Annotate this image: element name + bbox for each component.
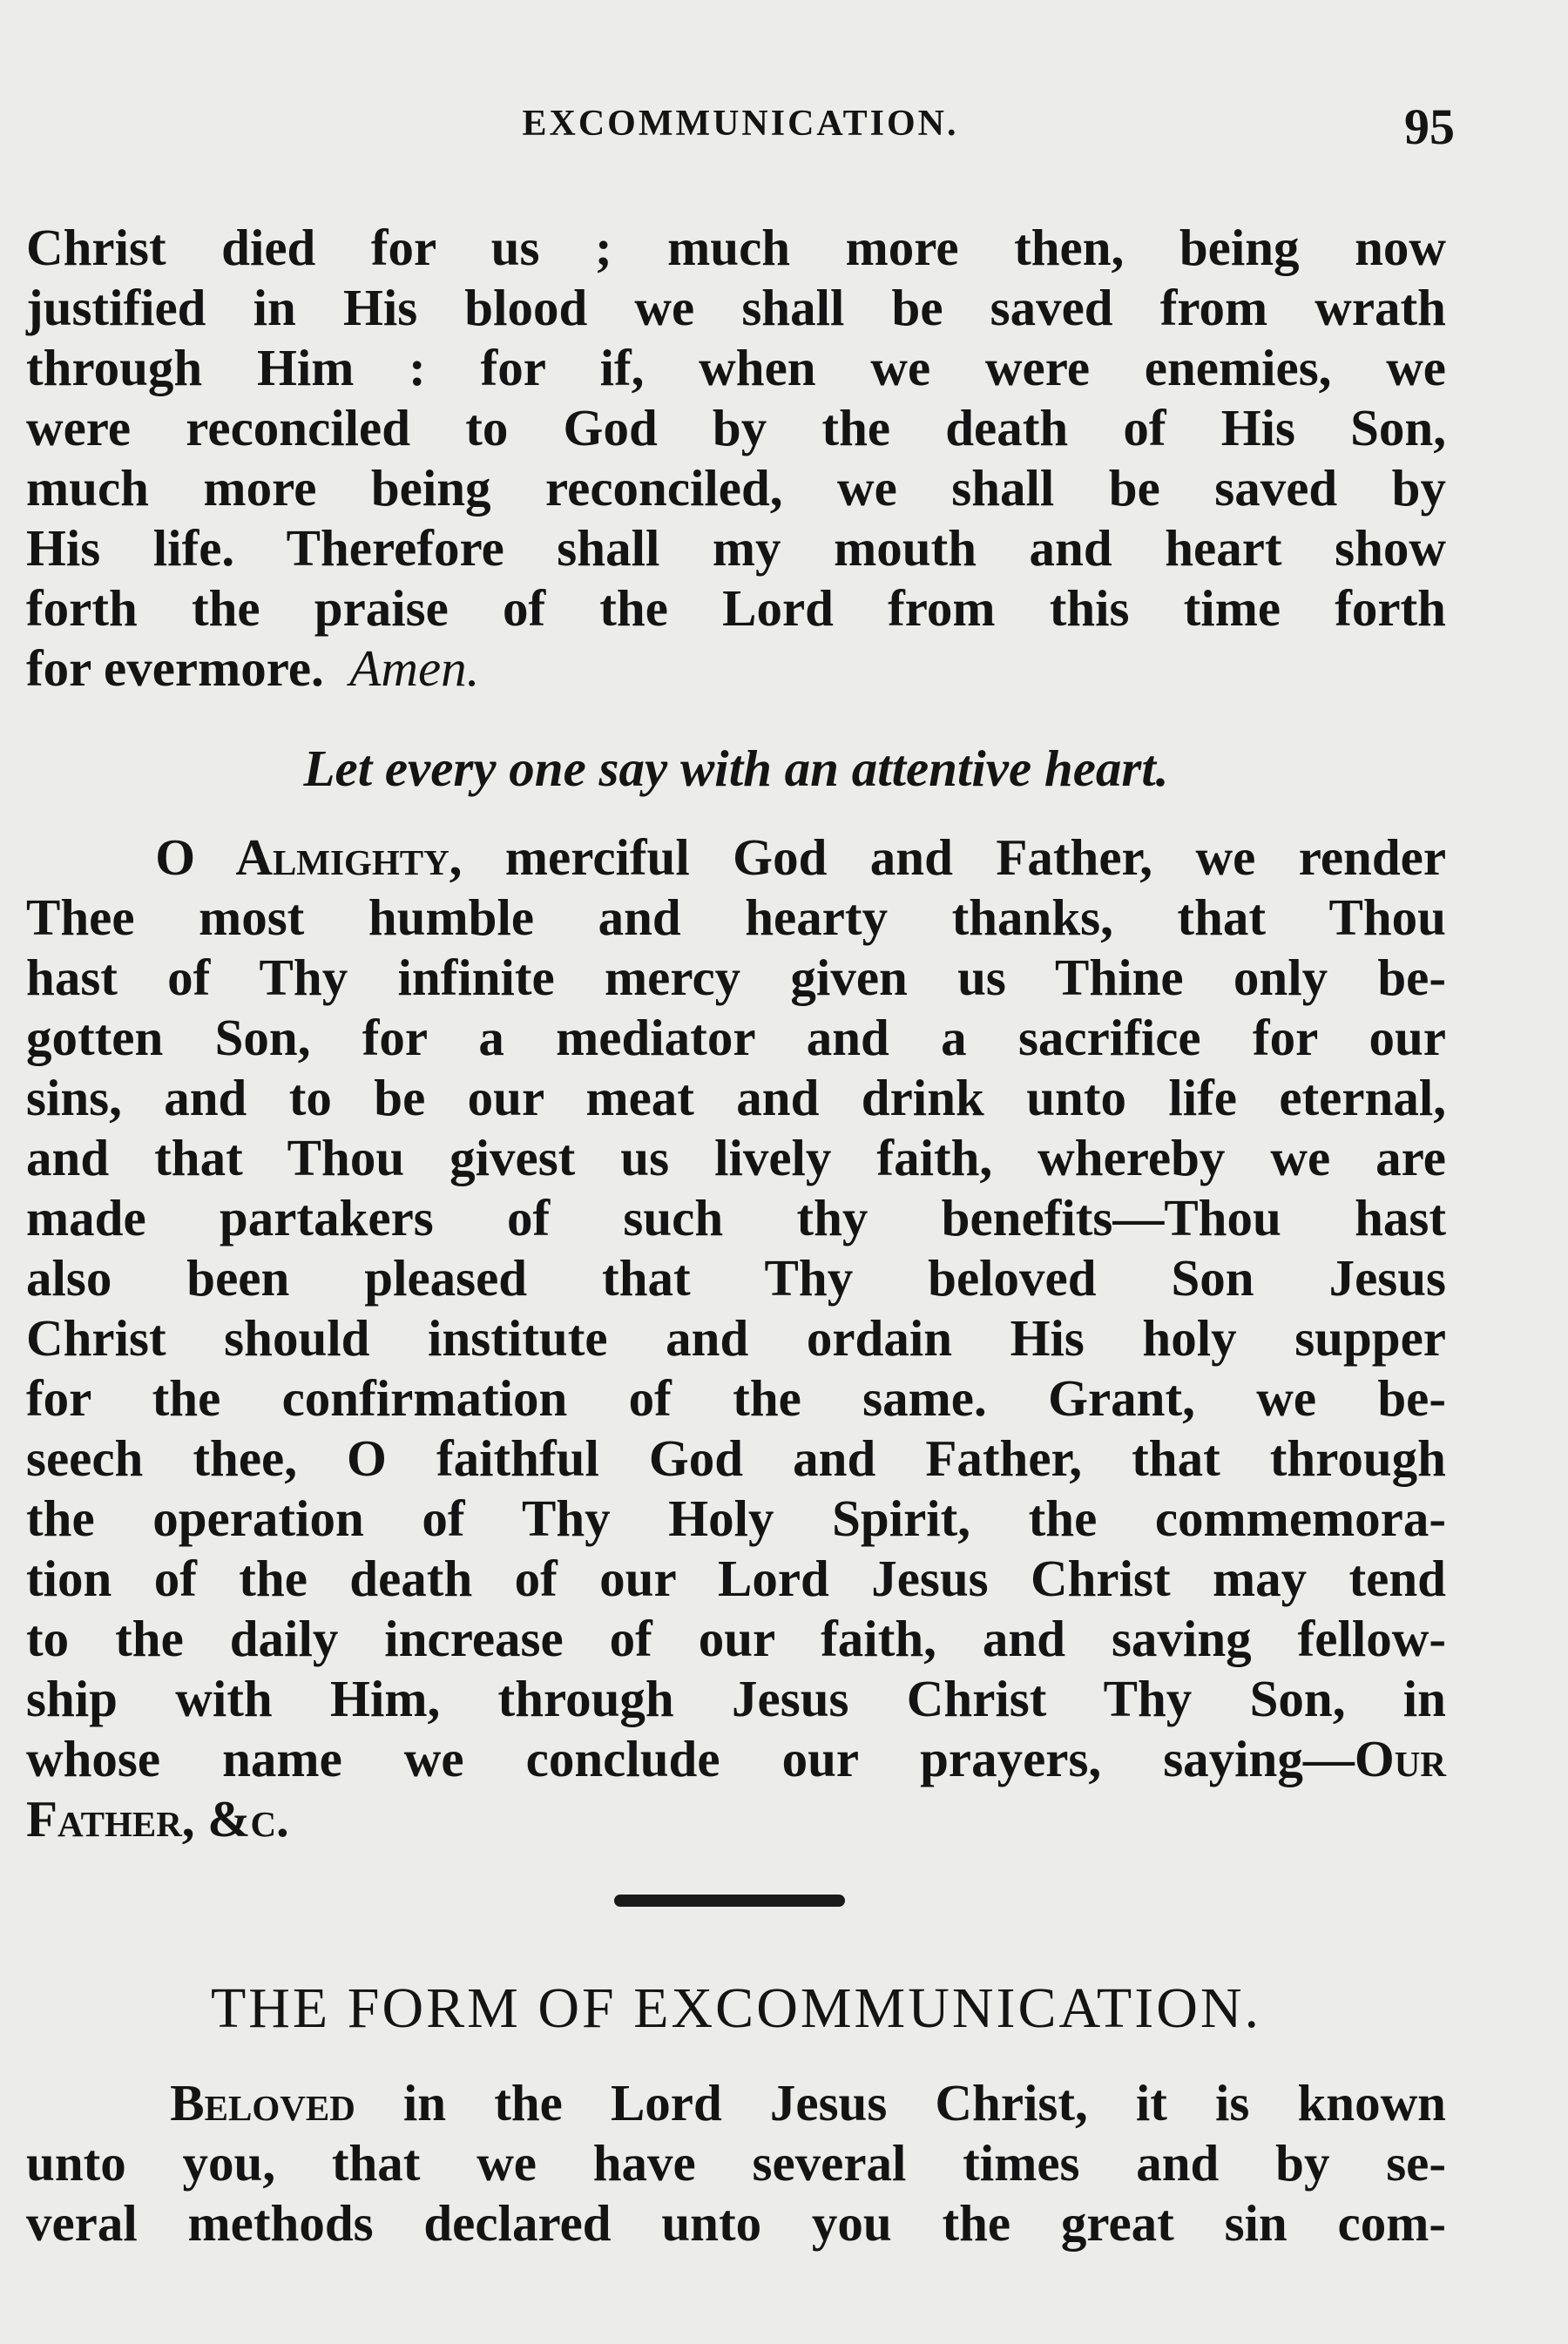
text-line: also been pleased that Thy beloved Son Jesus [26, 1249, 1446, 1307]
text-line [26, 2073, 1446, 2133]
section-divider [614, 1895, 845, 1907]
opening-word: Beloved [170, 2074, 355, 2131]
text-line: Father, &c. [26, 1790, 289, 1848]
text-line [26, 638, 1446, 699]
running-title: EXCOMMUNICATION. [522, 104, 959, 144]
text-line: seech thee, O faithful God and Father, that through [26, 1429, 1446, 1487]
text-line: and that Thou givest us lively faith, whereby we are [26, 1129, 1446, 1186]
page-header [26, 98, 1455, 172]
text-line: sins, and to be our meat and drink unto life eternal, [26, 1069, 1446, 1126]
text-line: made partakers of such thy benefits—Thou hast [26, 1189, 1446, 1246]
text-line: justified in His blood we shall be saved from wrath [26, 279, 1446, 336]
page-number: 95 [1404, 98, 1455, 155]
text-line [26, 827, 1446, 888]
text-line: much more being reconciled, we shall be saved by [26, 459, 1446, 517]
text-line: to the daily increase of our faith, and saving fellow- [26, 1610, 1446, 1667]
text-line: unto you, that we have several times and by se- [26, 2134, 1446, 2192]
text-span: in the Lord Jesus Christ, it is known [355, 2074, 1446, 2131]
text-line [26, 1729, 1446, 1789]
text-line: for the confirmation of the same. Grant, we be- [26, 1369, 1446, 1427]
amen-text: Amen. [349, 639, 480, 697]
text-line: veral methods declared unto you the great sin com- [26, 2194, 1446, 2252]
small-caps-text: Our [1354, 1730, 1446, 1787]
text-line: the operation of Thy Holy Spirit, the commemora- [26, 1489, 1446, 1547]
rubric-instruction: Let every one say with an attentive heart. [303, 740, 1169, 797]
opening-word: O Almighty, [155, 828, 463, 886]
text-line: ship with Him, through Jesus Christ Thy Son, in [26, 1670, 1446, 1727]
text-line: were reconciled to God by the death of His Son, [26, 399, 1446, 456]
text-span: for evermore. [26, 639, 324, 697]
text-line: Christ died for us ; much more then, being now [26, 219, 1446, 276]
text-line: Christ should institute and ordain His holy supper [26, 1309, 1446, 1367]
text-line: Thee most humble and hearty thanks, that Thou [26, 888, 1446, 946]
text-line: gotten Son, for a mediator and a sacrifice for our [26, 1009, 1446, 1066]
section-heading: THE FORM OF EXCOMMUNICATION. [210, 1976, 1262, 2040]
text-line: His life. Therefore shall my mouth and heart show [26, 519, 1446, 577]
text-line: tion of the death of our Lord Jesus Christ may tend [26, 1550, 1446, 1607]
text-span: merciful God and Father, we render [462, 828, 1447, 886]
text-span: whose name we conclude our prayers, saying— [26, 1730, 1355, 1787]
text-line: forth the praise of the Lord from this time forth [26, 579, 1446, 637]
text-line: hast of Thy infinite mercy given us Thine only be- [26, 949, 1446, 1006]
text-line: through Him : for if, when we were enemies, we [26, 339, 1446, 396]
